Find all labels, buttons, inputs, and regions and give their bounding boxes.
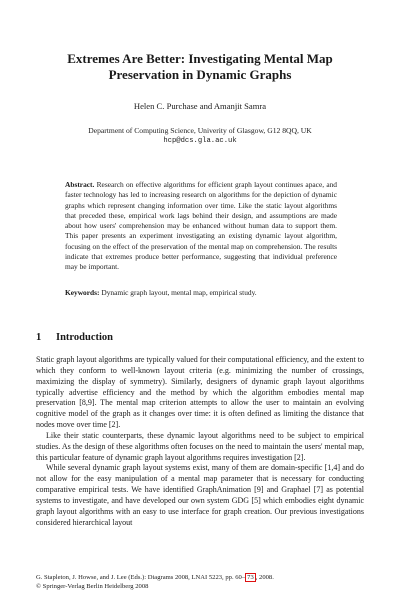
paragraph-2: Like their static counterparts, these dynamic layout algorithms need to be subject to empirical studies. As the design of these algorithms often focuses on the need to maintain the users' mental map, this particular feature of dynamic graph layout algorithms requires investigation [2]. (36, 430, 364, 462)
footer-copyright: © Springer-Verlag Berlin Heidelberg 2008 (36, 582, 149, 590)
footer-citation (36, 574, 364, 583)
title-line-2: Preservation in Dynamic Graphs (108, 67, 292, 82)
body-text (36, 355, 364, 529)
author-email[interactable]: hcp@dcs.gla.ac.uk (163, 137, 237, 145)
section-number: 1 (36, 332, 42, 343)
footer (36, 574, 364, 592)
section-title: Introduction (56, 332, 113, 343)
affiliation: Department of Computing Science, Univerity of Glasgow, G12 8QQ, UK (88, 126, 312, 135)
keywords (65, 288, 337, 298)
paragraph-1: Static graph layout algorithms are typically valued for their computational efficiency, and the extent to which they conform to well-known layout criteria (e.g. minimizing the number of crossings, maximizing the display of symmetry). Similarly, designers of dynamic graph layout algorithms typically advertise efficiency and the method by which the algorithm embodies mental map preservation [8,9]. The mental map criterion attempts to allow the user to maintain an evolving cognitive model of the graph as it changes over time: it is often defined as limiting the distance that nodes move over time [2]. (36, 355, 364, 430)
abstract-label: Abstract. (65, 180, 95, 189)
paper-title (40, 51, 360, 83)
paragraph-3: While several dynamic graph layout systems exist, many of them are domain-specific [1,4] and do not allow for the easy manipulation of a mental map parameter that is necessary for conducting comparative empirical tests. We have identified GraphAnimation [9] and Graphael [7] as potential systems to investigate, and have developed our own system GDG [5] which embodies eight dynamic graph layout algorithms with an easy to use interface for graph creation. Our previous investigations considered hierarchical layout (36, 463, 364, 527)
keywords-text: Dynamic graph layout, mental map, empirical study. (101, 288, 257, 297)
abstract-text: Research on effective algorithms for efficient graph layout continues apace, and faster technology has led to increasing research on algorithms for the depiction of dynamic graphs which represent changing information over time. Like the static layout algorithms that preceded these, empirical work lags behind their design, and assumptions are made about how users' comprehension may be enhanced without human data to support them. This paper presents an experiment investigating an existing dynamic layout algorithm, focusing on the effect of the preservation of the mental map on comprehension. The results indicate that extremes produce better performance, suggesting that individual preference may be important. (65, 180, 337, 271)
keywords-label: Keywords: (65, 288, 100, 297)
abstract (65, 180, 337, 272)
section-heading (36, 332, 113, 344)
footer-citation-suffix: , 2008. (255, 574, 274, 581)
title-line-1: Extremes Are Better: Investigating Mental Map (67, 51, 333, 66)
footer-page-link[interactable]: 73 (247, 574, 254, 581)
affiliation-block (40, 126, 360, 146)
authors: Helen C. Purchase and Amanjit Samra (133, 101, 267, 111)
footer-citation-prefix: G. Stapleton, J. Howse, and J. Lee (Eds.): Diagrams 2008, LNAI 5223, pp. 60– (36, 574, 246, 581)
